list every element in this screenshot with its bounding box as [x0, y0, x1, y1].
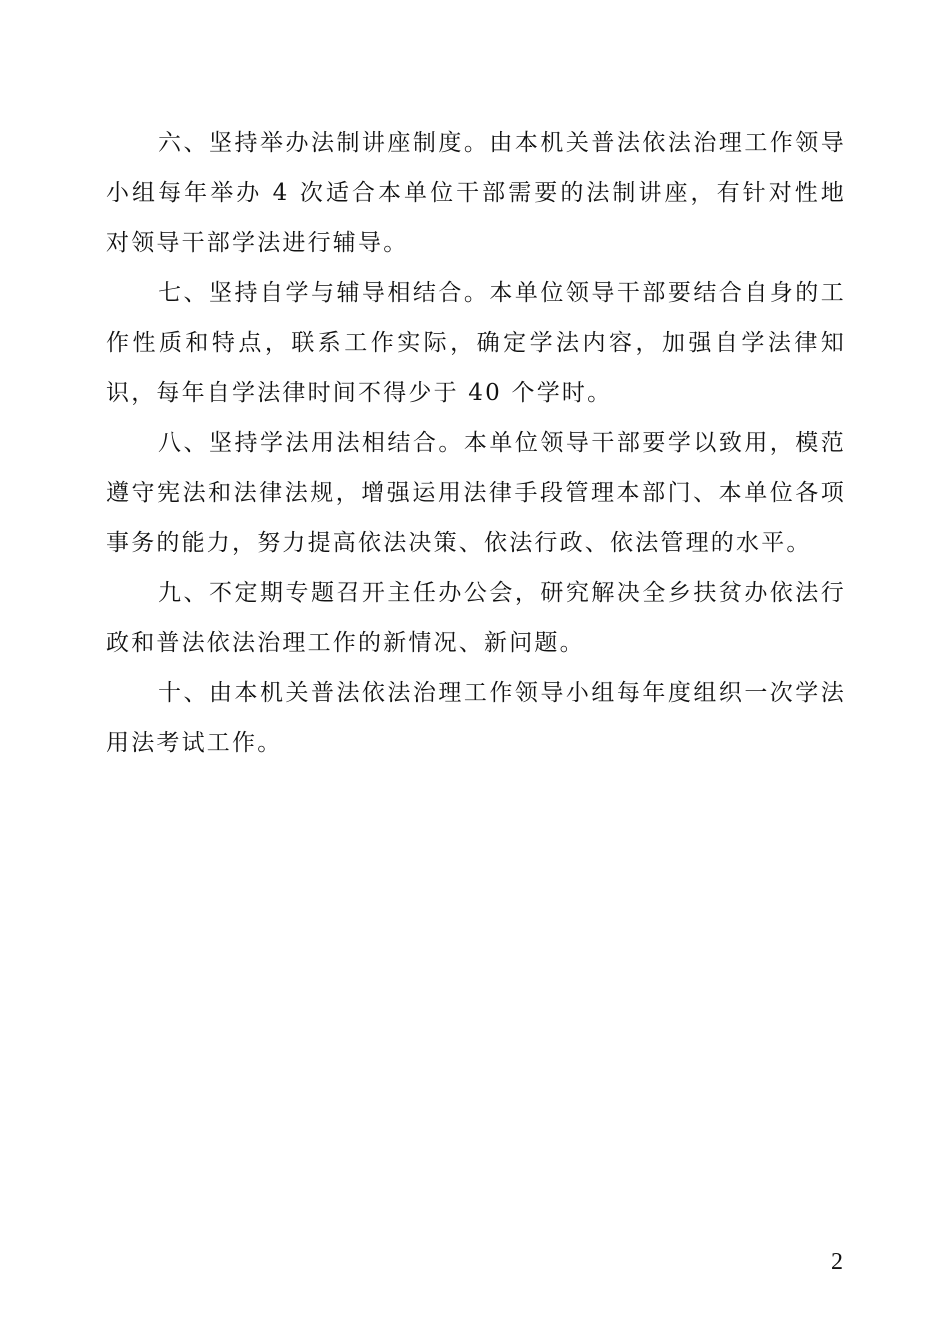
- paragraph-item-7: 七、坚持自学与辅导相结合。本单位领导干部要结合自身的工作性质和特点，联系工作实际，确定学法内容，加强自学法律知识，每年自学法律时间不得少于 40 个学时。: [106, 280, 846, 406]
- document-body: [106, 118, 846, 768]
- paragraph-item-8: 八、坚持学法用法相结合。本单位领导干部要学以致用，模范遵守宪法和法律法规，增强运用法律手段管理本部门、本单位各项事务的能力，努力提高依法决策、依法行政、依法管理的水平。: [106, 430, 846, 556]
- paragraph-item-6: 六、坚持举办法制讲座制度。由本机关普法依法治理工作领导小组每年举办 4 次适合本单位干部需要的法制讲座，有针对性地对领导干部学法进行辅导。: [106, 130, 846, 256]
- page-number: 2: [831, 1249, 843, 1275]
- paragraph-item-10: 十、由本机关普法依法治理工作领导小组每年度组织一次学法用法考试工作。: [106, 680, 846, 756]
- paragraph-item-9: 九、不定期专题召开主任办公会，研究解决全乡扶贫办依法行政和普法依法治理工作的新情况、新问题。: [106, 580, 846, 656]
